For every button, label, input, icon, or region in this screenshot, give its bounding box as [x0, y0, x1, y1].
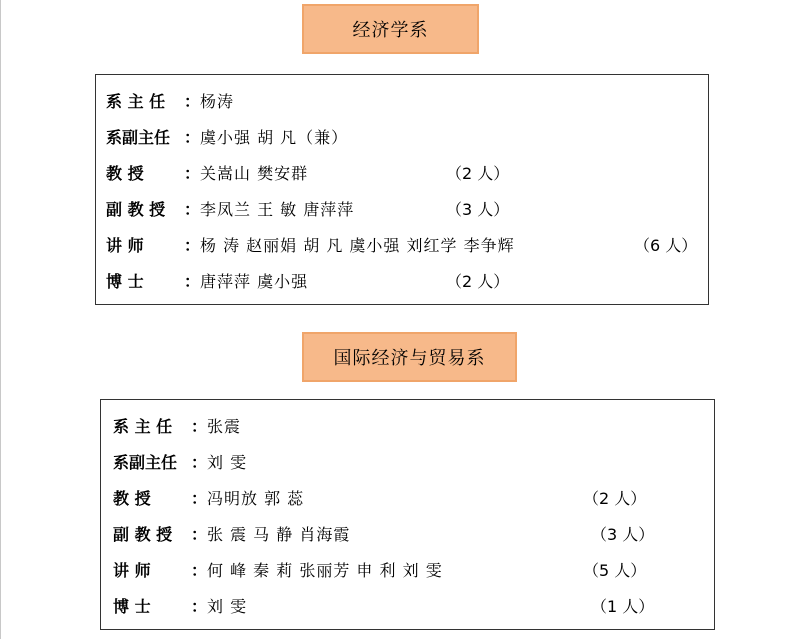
row-colon: ： [191, 489, 208, 508]
section-title-text: 国际经济与贸易系 [333, 348, 486, 369]
row-colon: ： [191, 417, 208, 436]
section-title-text: 经济学系 [352, 20, 429, 41]
row-colon: ： [184, 272, 201, 291]
row-names: 关嵩山 樊安群 [200, 164, 309, 183]
row-names: 杨涛 [200, 92, 235, 111]
row-names: 冯明放 郭 蕊 [207, 489, 305, 508]
row-label: 系副主任 [113, 453, 178, 472]
row-label: 教 授 [113, 489, 151, 508]
row-names: 张震 [207, 417, 242, 436]
row-label: 副 教 授 [106, 200, 166, 219]
row-label: 教 授 [106, 164, 144, 183]
row-colon: ： [184, 164, 201, 183]
faculty-box-international-trade [100, 399, 715, 630]
row-colon: ： [184, 92, 201, 111]
row-label: 博 士 [113, 597, 151, 616]
row-count: （2 人） [583, 489, 647, 508]
row-count: （2 人） [446, 164, 510, 183]
row-label: 系 主 任 [106, 92, 166, 111]
row-colon: ： [191, 597, 208, 616]
row-label: 讲 师 [106, 236, 144, 255]
row-names: 刘 雯 [207, 453, 248, 472]
row-colon: ： [191, 525, 208, 544]
row-label: 副 教 授 [113, 525, 173, 544]
section-title-economics [302, 4, 479, 54]
row-names: 虞小强 胡 凡（兼） [200, 128, 349, 147]
row-label: 系 主 任 [113, 417, 173, 436]
row-count: （5 人） [583, 561, 647, 580]
row-names: 张 震 马 静 肖海霞 [207, 525, 351, 544]
section-title-international-trade [302, 332, 517, 382]
row-count: （2 人） [446, 272, 510, 291]
row-colon: ： [191, 453, 208, 472]
row-count: （6 人） [634, 236, 698, 255]
faculty-box-economics [95, 74, 709, 305]
row-names: 何 峰 秦 莉 张丽芳 申 利 刘 雯 [207, 561, 443, 580]
row-names: 杨 涛 赵丽娟 胡 凡 虞小强 刘红学 李争辉 [200, 236, 515, 255]
row-names: 刘 雯 [207, 597, 248, 616]
row-names: 李凤兰 王 敏 唐萍萍 [200, 200, 355, 219]
row-label: 博 士 [106, 272, 144, 291]
row-names: 唐萍萍 虞小强 [200, 272, 309, 291]
row-count: （1 人） [591, 597, 655, 616]
row-count: （3 人） [591, 525, 655, 544]
row-count: （3 人） [446, 200, 510, 219]
page-edge-line [0, 0, 1, 639]
row-colon: ： [191, 561, 208, 580]
row-colon: ： [184, 236, 201, 255]
row-colon: ： [184, 128, 201, 147]
row-colon: ： [184, 200, 201, 219]
row-label: 系副主任 [106, 128, 171, 147]
row-label: 讲 师 [113, 561, 151, 580]
